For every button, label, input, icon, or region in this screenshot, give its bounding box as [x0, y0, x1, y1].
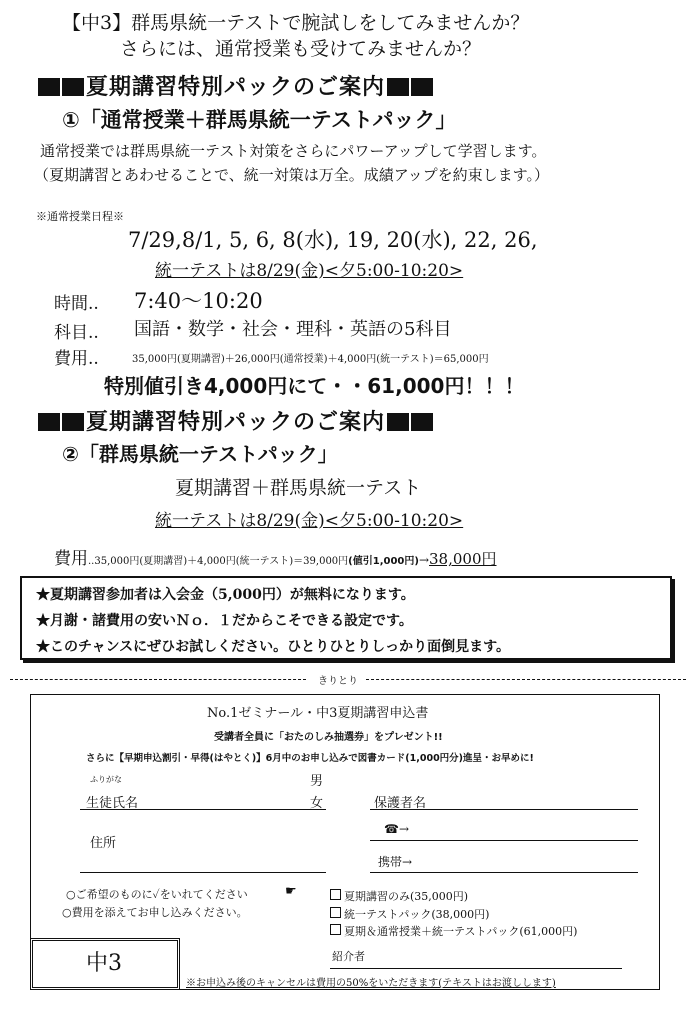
- section1-test-date: 統一テストは8/29(金)<夕5:00-10:20>: [155, 261, 464, 281]
- black-square-icon: [387, 413, 409, 431]
- gender-female[interactable]: 女: [310, 796, 324, 811]
- pointing-hand-icon: ☛: [285, 884, 297, 899]
- section1-description-2: （夏期講習とあわせることで、統一対策は万全。成績アップを約束します。）: [34, 166, 549, 184]
- intro-line-1: 【中3】群馬県統一テストで腕試しをしてみませんか？: [62, 12, 530, 34]
- furigana-label: ふりがな: [90, 775, 122, 784]
- cut-line-left: [10, 679, 306, 680]
- note-item: ★月謝・諸費用の安いＮｏ．１だからこそできる設定です。: [36, 613, 413, 629]
- time-label: 時間..: [54, 294, 99, 314]
- section1-subtitle: ①「通常授業＋群馬県統一テストパック」: [62, 108, 457, 132]
- referrer-label: 紹介者: [332, 950, 365, 963]
- cost-label: 費用..: [54, 349, 99, 369]
- option-label: 夏期＆通常授業＋統一テストパック(61,000円): [344, 925, 578, 938]
- mobile-field[interactable]: [370, 872, 638, 873]
- time-value: 7:40〜10:20: [134, 289, 263, 313]
- option-label: 統一テストパック(38,000円): [344, 908, 490, 921]
- final-price: 38,000円: [429, 550, 497, 568]
- section2-cost-label: 費用: [54, 549, 88, 569]
- option-item[interactable]: [330, 923, 577, 939]
- checkbox[interactable]: [330, 889, 341, 900]
- instruction-1: ○ご希望のものに✓をいれてください: [66, 888, 248, 901]
- black-square-icon: [411, 78, 433, 96]
- schedule-label: ※通常授業日程※: [36, 210, 124, 223]
- note-item: ★このチャンスにぜひお試しください。ひとりひとりしっかり面倒見ます。: [36, 639, 511, 655]
- address-field[interactable]: [80, 872, 326, 873]
- guardian-name-field[interactable]: [370, 809, 638, 810]
- section1-header: [38, 70, 435, 101]
- black-square-icon: [411, 413, 433, 431]
- schedule-dates: 7/29,8/1, 5, 6, 8(水), 19, 20(水), 22, 26,: [128, 228, 538, 252]
- grade-label: 中3: [86, 951, 122, 976]
- phone-field[interactable]: [370, 840, 638, 841]
- checkbox[interactable]: [330, 907, 341, 918]
- option-item[interactable]: [330, 906, 489, 922]
- cut-line-right: [366, 679, 686, 680]
- cost-breakdown: 35,000円(夏期講習)＋26,000円(通常授業)＋4,000円(統一テスト)＝65,000円: [132, 354, 489, 365]
- student-name-label: 生徒氏名: [86, 796, 139, 811]
- black-square-icon: [62, 413, 84, 431]
- arrow: →: [418, 553, 430, 567]
- checkbox[interactable]: [330, 924, 341, 935]
- section2-cost-line: [54, 544, 497, 569]
- gender-male[interactable]: 男: [310, 774, 324, 789]
- section1-description-1: 通常授業では群馬県統一テスト対策をさらにパワーアップして学習します。: [40, 142, 547, 160]
- section2-header-text: 夏期講習特別パックのご案内: [86, 410, 386, 435]
- option-label: 夏期講習のみ(35,000円): [344, 890, 469, 903]
- form-title: No.1ゼミナール・中3夏期講習申込書: [207, 706, 429, 721]
- promo-line-1: 受講者全員に「おたのしみ抽選券」をプレゼント!!: [214, 732, 443, 743]
- cut-label: きりとり: [318, 676, 358, 687]
- mobile-label: 携帯→: [378, 855, 413, 869]
- special-discount: 特別値引き4,000円にて・・61,000円！！！: [104, 374, 525, 398]
- section2-description: 夏期講習＋群馬県統一テスト: [175, 477, 422, 499]
- section2-cost-breakdown: ..35,000円(夏期講習)＋4,000円(統一テスト)＝39,000円: [88, 556, 349, 567]
- intro-line-2: さらには、通常授業も受けてみませんか？: [120, 38, 482, 60]
- student-name-field[interactable]: [80, 809, 326, 810]
- note-item: ★夏期講習参加者は入会金（5,000円）が無料になります。: [36, 587, 415, 603]
- guardian-name-label: 保護者名: [374, 796, 427, 811]
- subject-label: 科目..: [54, 323, 99, 343]
- black-square-icon: [38, 78, 60, 96]
- instruction-2: ○費用を添えてお申し込みください。: [62, 906, 248, 919]
- subject-value: 国語・数学・社会・理科・英語の5科目: [134, 319, 452, 340]
- section2-discount: (値引1,000円): [348, 556, 419, 567]
- section2-test-date: 統一テストは8/29(金)<夕5:00-10:20>: [155, 511, 464, 531]
- section2-header: [38, 405, 435, 436]
- referrer-field[interactable]: [330, 968, 622, 969]
- cancel-note: ※お申込み後のキャンセルは費用の50%をいただきます(テキストはお渡しします): [186, 978, 556, 989]
- promo-line-2: さらに【早期申込割引・早得(はやとく)】6月中のお申し込みで図書カード(1,000円分)進呈・お早めに!: [86, 753, 534, 764]
- address-label: 住所: [90, 836, 117, 851]
- option-item[interactable]: [330, 888, 468, 904]
- black-square-icon: [38, 413, 60, 431]
- phone-icon: ☎→: [384, 822, 410, 836]
- section2-subtitle: ②「群馬県統一テストパック」: [62, 442, 338, 466]
- section1-header-text: 夏期講習特別パックのご案内: [86, 75, 386, 100]
- black-square-icon: [387, 78, 409, 96]
- black-square-icon: [62, 78, 84, 96]
